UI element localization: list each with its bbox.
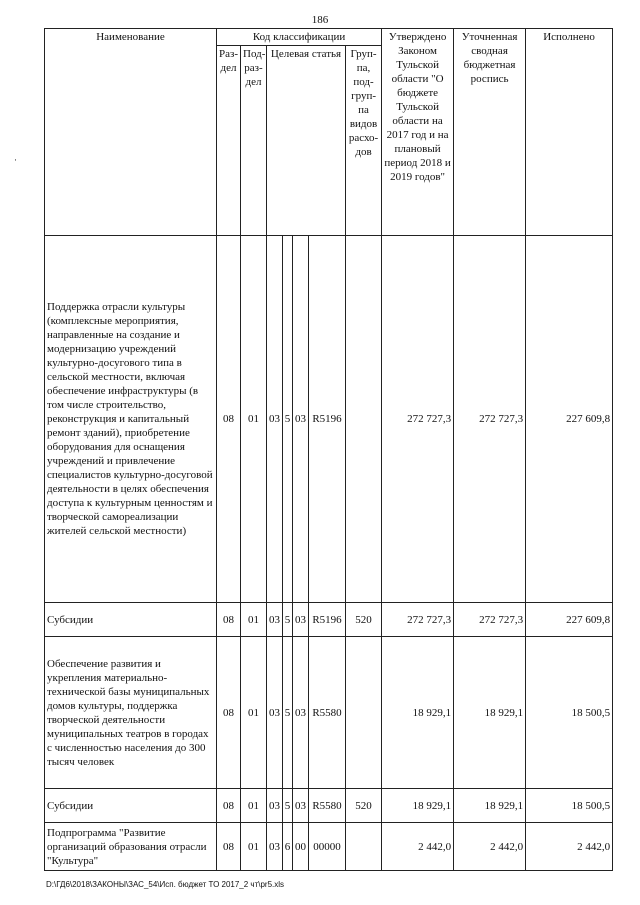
header-refined: Уточненная сводная бюджетная роспись	[454, 29, 526, 236]
table-row	[45, 603, 613, 637]
target-program-cell: 03	[267, 637, 283, 789]
expense-type-cell	[346, 236, 382, 603]
refined-amount: 2 442,0	[454, 823, 526, 871]
target-event-cell: 03	[293, 789, 309, 823]
expense-type-cell	[346, 823, 382, 871]
target-direction-cell: R5196	[309, 236, 346, 603]
razdel-cell: 08	[217, 236, 241, 603]
executed-amount: 227 609,8	[526, 236, 613, 603]
refined-amount: 18 929,1	[454, 637, 526, 789]
header-code-group: Код классификации	[217, 29, 382, 46]
table-row	[45, 823, 613, 871]
approved-amount: 272 727,3	[382, 236, 454, 603]
approved-amount: 272 727,3	[382, 603, 454, 637]
razdel-cell: 08	[217, 823, 241, 871]
table-header-row	[45, 29, 613, 46]
budget-table	[44, 28, 613, 871]
row-name: Субсидии	[45, 789, 217, 823]
executed-amount: 227 609,8	[526, 603, 613, 637]
table-row	[45, 236, 613, 603]
header-podrazdel: Под-раз-дел	[241, 46, 267, 236]
footer-file-path: D:\ГД6\2018\ЗАКОНЫ\ЗАС_54\Исп. бюджет ТО 2017_2 чт\pr5.xls	[46, 880, 285, 889]
table-row	[45, 637, 613, 789]
refined-amount: 18 929,1	[454, 789, 526, 823]
target-event-cell: 00	[293, 823, 309, 871]
target-direction-cell: R5580	[309, 789, 346, 823]
approved-amount: 2 442,0	[382, 823, 454, 871]
razdel-cell: 08	[217, 637, 241, 789]
executed-amount: 2 442,0	[526, 823, 613, 871]
target-program-cell: 03	[267, 789, 283, 823]
target-subprogram-cell: 5	[283, 603, 293, 637]
podrazdel-cell: 01	[241, 603, 267, 637]
target-subprogram-cell: 6	[283, 823, 293, 871]
executed-amount: 18 500,5	[526, 789, 613, 823]
margin-mark: ·	[14, 155, 17, 165]
header-name: Наименование	[45, 29, 217, 236]
header-vid: Груп-па, под-груп-па видов расхо-дов	[346, 46, 382, 236]
refined-amount: 272 727,3	[454, 603, 526, 637]
expense-type-cell: 520	[346, 789, 382, 823]
executed-amount: 18 500,5	[526, 637, 613, 789]
target-direction-cell: 00000	[309, 823, 346, 871]
target-subprogram-cell: 5	[283, 789, 293, 823]
header-executed: Исполнено	[526, 29, 613, 236]
header-target: Целевая статья	[267, 46, 346, 236]
razdel-cell: 08	[217, 603, 241, 637]
expense-type-cell	[346, 637, 382, 789]
table-row	[45, 789, 613, 823]
target-event-cell: 03	[293, 603, 309, 637]
row-name: Обеспечение развития и укрепления материально-технической базы муниципальных домов культуры, поддержка творческой деятельности муниципальных театров в городах с численностью населения до 300 тысяч человек	[45, 637, 217, 789]
podrazdel-cell: 01	[241, 236, 267, 603]
target-event-cell: 03	[293, 637, 309, 789]
target-program-cell: 03	[267, 603, 283, 637]
podrazdel-cell: 01	[241, 823, 267, 871]
header-razdel: Раз-дел	[217, 46, 241, 236]
page-number: 186	[311, 14, 329, 26]
target-event-cell: 03	[293, 236, 309, 603]
target-direction-cell: R5580	[309, 637, 346, 789]
target-program-cell: 03	[267, 823, 283, 871]
target-program-cell: 03	[267, 236, 283, 603]
approved-amount: 18 929,1	[382, 789, 454, 823]
row-name: Подпрограмма "Развитие организаций образования отрасли "Культура"	[45, 823, 217, 871]
header-approved: Утверждено Законом Тульской области "О бюджете Тульской области на 2017 год и на плановый период 2018 и 2019 годов"	[382, 29, 454, 236]
approved-amount: 18 929,1	[382, 637, 454, 789]
row-name: Поддержка отрасли культуры (комплексные мероприятия, направленные на создание и модернизацию учреждений культурно-досугового типа в сельской местности, включая обеспечение инфраструктуры (в том числе строительство, реконструкция и капитальный ремонт зданий), приобретение оборудования для оснащения учреждений и привлечение специалистов культурно-досуговой деятельности в целях обеспечения доступа к культурным ценностям и творческой самореализации жителей сельской местности)	[45, 236, 217, 603]
podrazdel-cell: 01	[241, 789, 267, 823]
razdel-cell: 08	[217, 789, 241, 823]
refined-amount: 272 727,3	[454, 236, 526, 603]
target-subprogram-cell: 5	[283, 637, 293, 789]
podrazdel-cell: 01	[241, 637, 267, 789]
target-subprogram-cell: 5	[283, 236, 293, 603]
expense-type-cell: 520	[346, 603, 382, 637]
row-name: Субсидии	[45, 603, 217, 637]
target-direction-cell: R5196	[309, 603, 346, 637]
